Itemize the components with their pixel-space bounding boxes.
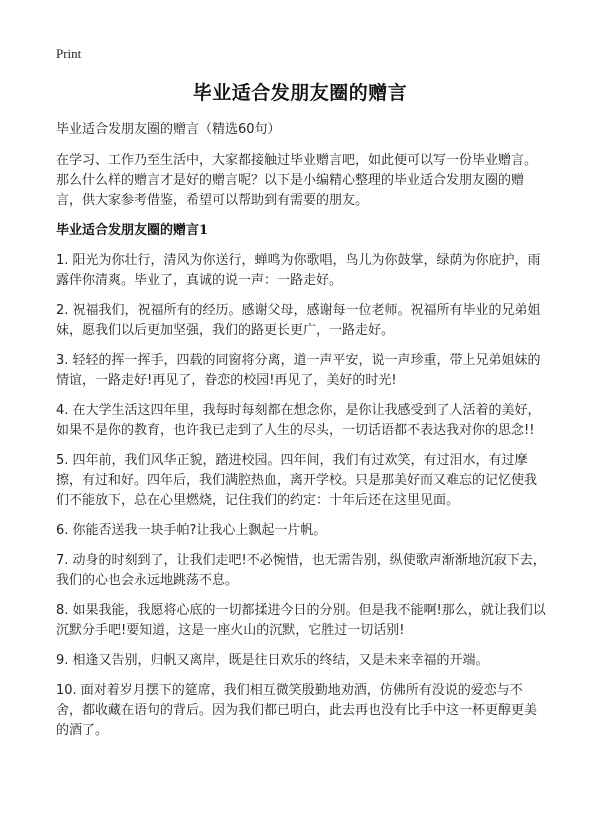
wish-item: 6. 你能否送我一块手帕?让我心上飘起一片帆。 <box>56 523 327 538</box>
wish-item: 10. 面对着岁月摆下的筵席，我们相互微笑殷勤地劝酒，仿佛所有没说的爱恋与不舍，都收藏在语句的背后。因为我们都已明白，此去再也没有比手中这一杯更醇更美的酒了。 <box>56 683 538 738</box>
section-heading: 毕业适合发朋友圈的赠言1 <box>56 223 209 238</box>
wish-item: 5. 四年前，我们风华正貌，踏进校园。四年间，我们有过欢笑，有过泪水，有过摩擦，有过和好。四年后，我们满腔热血，离开学校。只是那美好而又难忘的记忆使我们不能放下，总在心里燃烧，记住我们的约定：十年后还在这里见面。 <box>56 453 538 508</box>
wish-item: 7. 动身的时刻到了，让我们走吧!不必惋惜，也无需告别，纵使歌声渐渐地沉寂下去，我们的心也会永远地跳荡不息。 <box>56 553 546 588</box>
wish-item: 3. 轻轻的挥一挥手，四载的同窗将分离，道一声平安，说一声珍重，带上兄弟姐妹的情谊，一路走好!再见了，眷恋的校园!再见了，美好的时光! <box>56 353 541 388</box>
wish-item: 9. 相逢又告别，归帆又离岸，既是往日欢乐的终结，又是未来幸福的开端。 <box>56 653 489 668</box>
wish-item: 2. 祝福我们，祝福所有的经历。感谢父母，感谢每一位老师。祝福所有毕业的兄弟姐妹，愿我们以后更加坚强，我们的路更长更广，一路走好。 <box>56 303 541 338</box>
wish-item: 1. 阳光为你壮行，清风为你送行，蝉鸣为你歌唱，鸟儿为你鼓掌，绿荫为你庇护，雨露伴你清爽。毕业了，真诚的说一声：一路走好。 <box>56 253 541 288</box>
page-title: 毕业适合发朋友圈的赠言 <box>192 82 408 104</box>
print-link[interactable]: Print <box>56 46 82 61</box>
article-body <box>56 120 548 751</box>
wish-item: 8. 如果我能，我愿将心底的一切都揉进今日的分别。但是我不能啊!那么，就让我们以沉默分手吧!要知道，这是一座火山的沉默，它胜过一切话别! <box>56 603 546 638</box>
wish-item: 4. 在大学生活这四年里，我每时每刻都在想念你，是你让我感受到了人活着的美好，如果不是你的教育，也许我已走到了人生的尽头，一切话语都不表达我对你的思念!! <box>56 403 541 438</box>
intro-paragraph: 在学习、工作乃至生活中，大家都接触过毕业赠言吧，如此便可以写一份毕业赠言。那么什么样的赠言才是好的赠言呢？以下是小编精心整理的毕业适合发朋友圈的赠言，供大家参考借鉴，希望可以帮助到有需要的朋友。 <box>56 153 538 208</box>
article-subtitle: 毕业适合发朋友圈的赠言（精选60句） <box>56 122 281 137</box>
